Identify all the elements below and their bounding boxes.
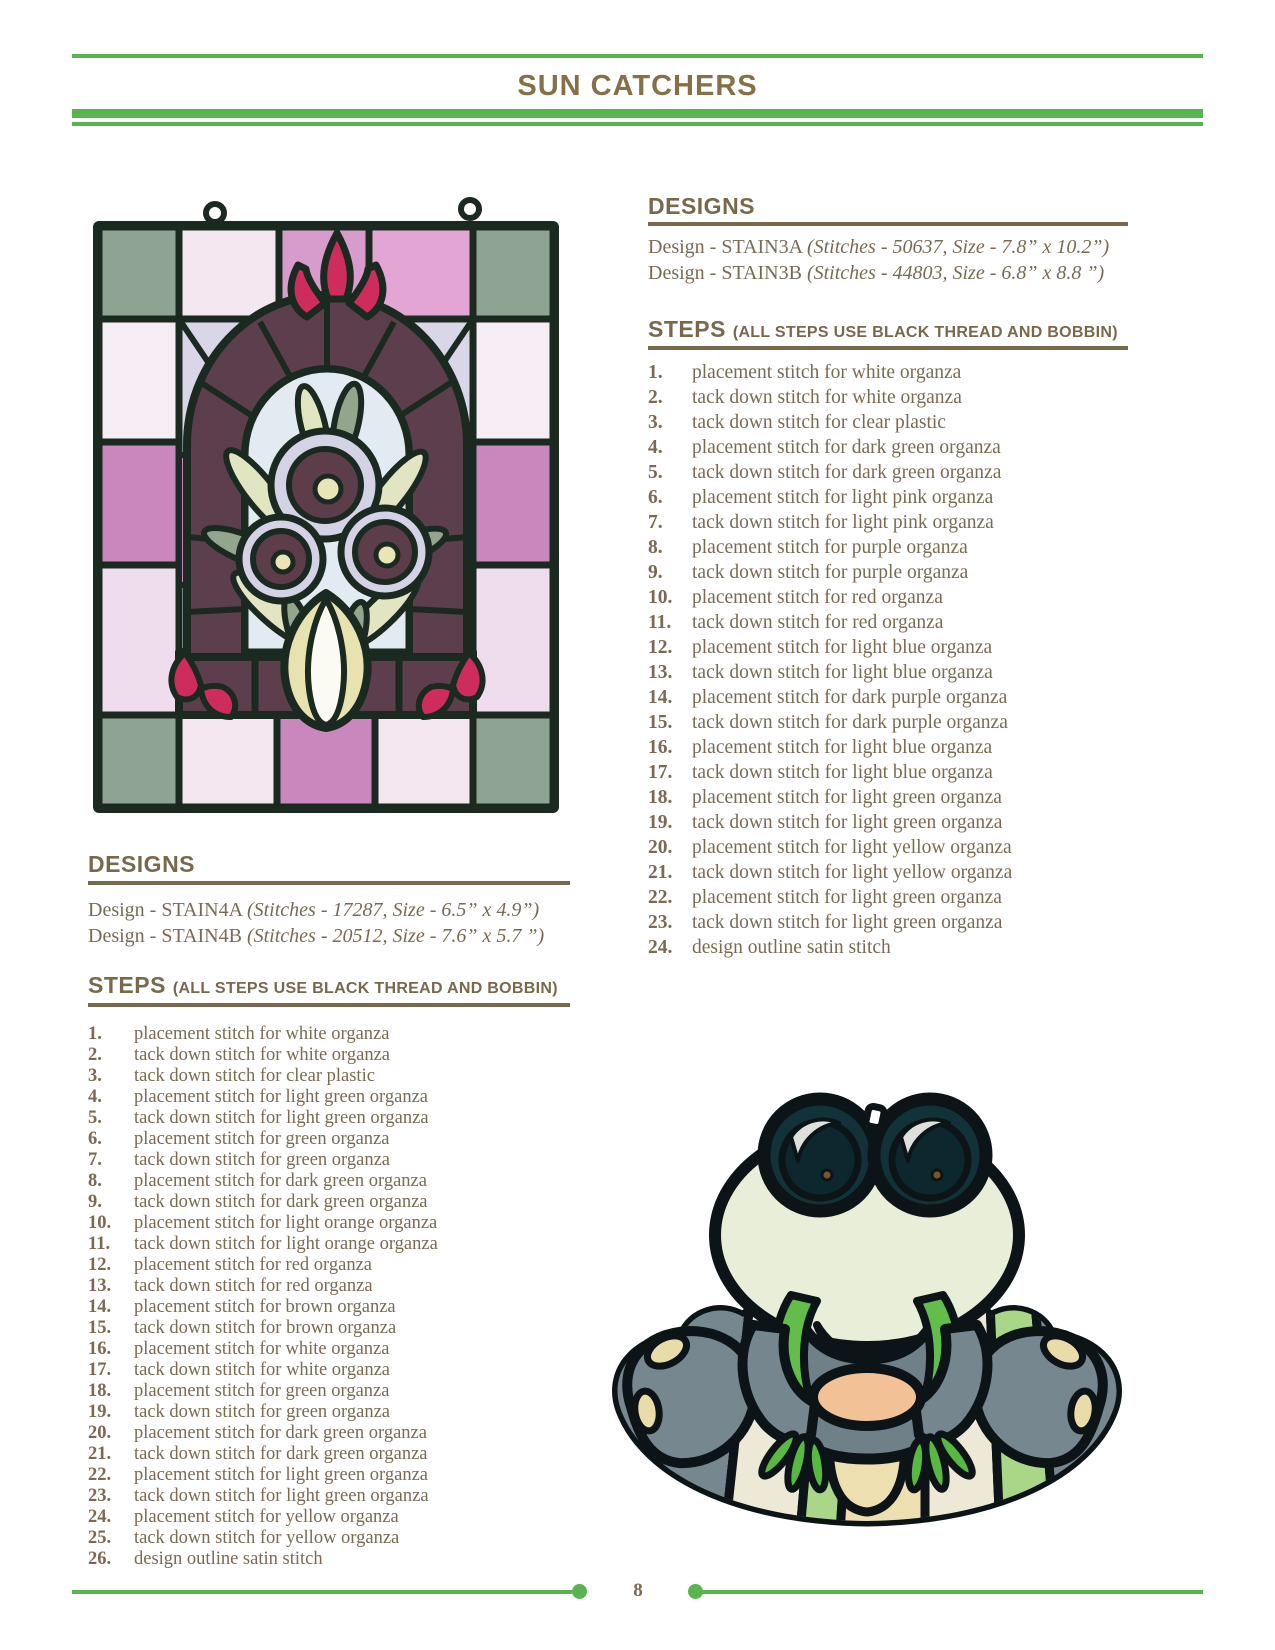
step-text: placement stitch for red organza [134, 1255, 372, 1275]
step-item [648, 660, 1158, 685]
step-number: 2. [648, 387, 663, 408]
step-text: placement stitch for brown organza [134, 1297, 396, 1317]
step-text: placement stitch for red organza [692, 587, 943, 608]
design-details: (Stitches - 50637, Size - 7.8” x 10.2”) [806, 236, 1110, 258]
step-text: tack down stitch for purple organza [692, 562, 969, 583]
step-number: 21. [648, 862, 673, 883]
step-item [88, 1129, 588, 1150]
step-number: 13. [648, 662, 673, 683]
step-item [648, 885, 1158, 910]
step-number: 11. [88, 1234, 111, 1254]
step-number: 10. [648, 587, 673, 608]
design-name: Design - STAIN3B [648, 262, 802, 284]
step-number: 16. [648, 737, 673, 758]
step-text: tack down stitch for clear plastic [692, 412, 946, 433]
step-text: placement stitch for dark green organza [692, 437, 1001, 458]
step-item [88, 1108, 588, 1129]
step-item [648, 460, 1158, 485]
step-text: placement stitch for white organza [134, 1024, 390, 1044]
step-number: 6. [648, 487, 663, 508]
step-text: placement stitch for light green organza [134, 1465, 429, 1485]
steps-heading-left [88, 972, 558, 999]
step-text: tack down stitch for light green organza [692, 812, 1003, 833]
designs-heading-right: DESIGNS [648, 193, 756, 219]
steps-underline-left [88, 1003, 570, 1007]
step-item [648, 560, 1158, 585]
step-item [648, 610, 1158, 635]
step-item [88, 1465, 588, 1486]
step-item [648, 785, 1158, 810]
step-item [88, 1213, 588, 1234]
step-number: 16. [88, 1339, 112, 1359]
step-text: tack down stitch for red organza [692, 612, 944, 633]
step-number: 3. [648, 412, 663, 433]
steps-heading-label: STEPS [648, 316, 726, 342]
step-text: placement stitch for light blue organza [692, 637, 993, 658]
step-number: 19. [648, 812, 673, 833]
step-item [648, 935, 1158, 960]
step-text: placement stitch for white organza [134, 1339, 390, 1359]
step-text: placement stitch for light orange organza [134, 1213, 438, 1233]
step-item [88, 1150, 588, 1171]
step-text: tack down stitch for light green organza [134, 1486, 429, 1506]
step-item [648, 710, 1158, 735]
step-number: 17. [648, 762, 673, 783]
design-info-line [648, 236, 1109, 259]
step-number: 20. [88, 1423, 112, 1443]
steps-heading-note: (ALL STEPS USE BLACK THREAD AND BOBBIN) [172, 980, 558, 997]
step-number: 12. [648, 637, 673, 658]
design-name: Design - STAIN4B [88, 925, 242, 947]
step-number: 25. [88, 1528, 112, 1548]
footer-rule-right [702, 1590, 1203, 1594]
step-item [648, 535, 1158, 560]
step-text: tack down stitch for dark green organza [692, 462, 1002, 483]
step-number: 18. [648, 787, 673, 808]
step-text: tack down stitch for light blue organza [692, 662, 993, 683]
step-item [88, 1024, 588, 1045]
step-number: 14. [88, 1297, 112, 1317]
step-number: 7. [648, 512, 663, 533]
step-item [88, 1318, 588, 1339]
design-name: Design - STAIN4A [88, 899, 242, 921]
step-number: 9. [648, 562, 663, 583]
step-text: placement stitch for dark green organza [134, 1423, 427, 1443]
design-info-line [88, 925, 544, 948]
step-item [88, 1549, 588, 1570]
design-details: (Stitches - 44803, Size - 6.8” x 8.8 ”) [806, 262, 1105, 284]
designs-underline-left [88, 881, 570, 885]
stained-glass-suncatcher-image [85, 197, 567, 825]
header-rule-thick [72, 109, 1203, 118]
step-number: 26. [88, 1549, 112, 1569]
step-item [88, 1339, 588, 1360]
step-text: tack down stitch for white organza [134, 1045, 391, 1065]
step-number: 4. [88, 1087, 102, 1107]
footer-rule-left [72, 1590, 572, 1594]
steps-underline-right [648, 346, 1128, 350]
step-number: 8. [88, 1171, 102, 1191]
design-name: Design - STAIN3A [648, 236, 802, 258]
step-item [88, 1045, 588, 1066]
step-item [648, 810, 1158, 835]
step-item [648, 910, 1158, 935]
step-text: design outline satin stitch [692, 937, 891, 958]
step-number: 22. [88, 1465, 112, 1485]
step-number: 2. [88, 1045, 102, 1065]
step-number: 13. [88, 1276, 112, 1296]
step-item [88, 1381, 588, 1402]
step-text: tack down stitch for white organza [692, 387, 962, 408]
step-item [648, 410, 1158, 435]
step-item [88, 1402, 588, 1423]
step-item [648, 860, 1158, 885]
step-item [88, 1444, 588, 1465]
step-item [88, 1297, 588, 1318]
step-number: 7. [88, 1150, 102, 1170]
hanging-hole-icon [865, 1106, 885, 1129]
step-number: 3. [88, 1066, 102, 1086]
step-text: tack down stitch for light green organza [692, 912, 1003, 933]
step-item [88, 1360, 588, 1381]
step-number: 6. [88, 1129, 102, 1149]
hanging-loop-icon [206, 204, 224, 222]
design-details: (Stitches - 17287, Size - 6.5” x 4.9”) [246, 899, 540, 921]
design-details: (Stitches - 20512, Size - 7.6” x 5.7 ”) [246, 925, 545, 947]
step-item [648, 835, 1158, 860]
header-rule-top [72, 54, 1203, 58]
step-text: tack down stitch for yellow organza [134, 1528, 400, 1548]
step-number: 10. [88, 1213, 112, 1233]
step-item [88, 1528, 588, 1549]
step-item [648, 510, 1158, 535]
footer-dot-right [688, 1584, 703, 1599]
step-item [648, 760, 1158, 785]
step-text: placement stitch for green organza [134, 1129, 390, 1149]
step-item [88, 1087, 588, 1108]
step-item [648, 485, 1158, 510]
step-text: tack down stitch for light blue organza [692, 762, 993, 783]
step-text: tack down stitch for light green organza [134, 1108, 429, 1128]
step-number: 1. [648, 362, 663, 383]
design-info-line [88, 899, 539, 922]
step-text: placement stitch for green organza [134, 1381, 390, 1401]
header-rule-thin [72, 122, 1203, 126]
step-text: placement stitch for white organza [692, 362, 962, 383]
designs-underline-right [648, 222, 1128, 226]
step-item [648, 635, 1158, 660]
step-text: placement stitch for purple organza [692, 537, 968, 558]
step-text: tack down stitch for light pink organza [692, 512, 994, 533]
step-text: tack down stitch for red organza [134, 1276, 373, 1296]
step-number: 17. [88, 1360, 112, 1380]
step-text: tack down stitch for white organza [134, 1360, 391, 1380]
step-text: placement stitch for light green organza [692, 887, 1002, 908]
step-item [88, 1276, 588, 1297]
step-text: tack down stitch for dark green organza [134, 1444, 428, 1464]
step-text: tack down stitch for clear plastic [134, 1066, 375, 1086]
designs-heading-left: DESIGNS [88, 851, 196, 877]
step-number: 21. [88, 1444, 112, 1464]
step-number: 15. [88, 1318, 112, 1338]
step-item [88, 1255, 588, 1276]
step-text: tack down stitch for brown organza [134, 1318, 397, 1338]
step-number: 1. [88, 1024, 102, 1044]
step-number: 8. [648, 537, 663, 558]
step-number: 23. [648, 912, 673, 933]
footer-dot-left [572, 1584, 587, 1599]
step-number: 11. [648, 612, 672, 633]
page-title: SUN CATCHERS [517, 70, 758, 102]
steps-heading-right [648, 316, 1118, 343]
page-number: 8 [633, 1580, 643, 1601]
step-number: 18. [88, 1381, 112, 1401]
step-text: tack down stitch for dark purple organza [692, 712, 1008, 733]
step-number: 22. [648, 887, 673, 908]
steps-list-left [88, 1024, 588, 1570]
steps-heading-label: STEPS [88, 972, 166, 998]
step-number: 9. [88, 1192, 102, 1212]
step-item [648, 360, 1158, 385]
step-text: tack down stitch for green organza [134, 1150, 390, 1170]
step-number: 19. [88, 1402, 112, 1422]
steps-list-right [648, 360, 1158, 960]
step-item [88, 1486, 588, 1507]
step-item [88, 1507, 588, 1528]
step-number: 4. [648, 437, 663, 458]
step-number: 23. [88, 1486, 112, 1506]
step-number: 5. [88, 1108, 102, 1128]
step-item [648, 685, 1158, 710]
step-text: tack down stitch for light yellow organza [692, 862, 1013, 883]
hanging-loop-icon [461, 200, 479, 218]
step-text: placement stitch for light pink organza [692, 487, 994, 508]
step-text: placement stitch for light blue organza [692, 737, 993, 758]
step-text: placement stitch for light green organza [134, 1087, 429, 1107]
step-text: design outline satin stitch [134, 1549, 323, 1569]
step-text: tack down stitch for light orange organza [134, 1234, 438, 1254]
step-number: 20. [648, 837, 673, 858]
step-text: tack down stitch for green organza [134, 1402, 390, 1422]
step-text: placement stitch for dark green organza [134, 1171, 427, 1191]
step-item [648, 435, 1158, 460]
step-number: 15. [648, 712, 673, 733]
step-text: placement stitch for yellow organza [134, 1507, 399, 1527]
step-item [88, 1423, 588, 1444]
step-item [648, 735, 1158, 760]
frog-suncatcher-image [595, 1063, 1135, 1533]
step-text: tack down stitch for dark green organza [134, 1192, 428, 1212]
step-item [88, 1192, 588, 1213]
step-item [88, 1234, 588, 1255]
step-number: 14. [648, 687, 673, 708]
step-item [648, 585, 1158, 610]
steps-heading-note: (ALL STEPS USE BLACK THREAD AND BOBBIN) [732, 324, 1118, 341]
step-item [88, 1171, 588, 1192]
step-item [88, 1066, 588, 1087]
step-text: placement stitch for light yellow organza [692, 837, 1012, 858]
step-number: 24. [88, 1507, 112, 1527]
design-info-line [648, 262, 1104, 285]
step-item [648, 385, 1158, 410]
step-text: placement stitch for dark purple organza [692, 687, 1008, 708]
step-number: 5. [648, 462, 663, 483]
step-text: placement stitch for light green organza [692, 787, 1002, 808]
step-number: 24. [648, 937, 673, 958]
step-number: 12. [88, 1255, 112, 1275]
